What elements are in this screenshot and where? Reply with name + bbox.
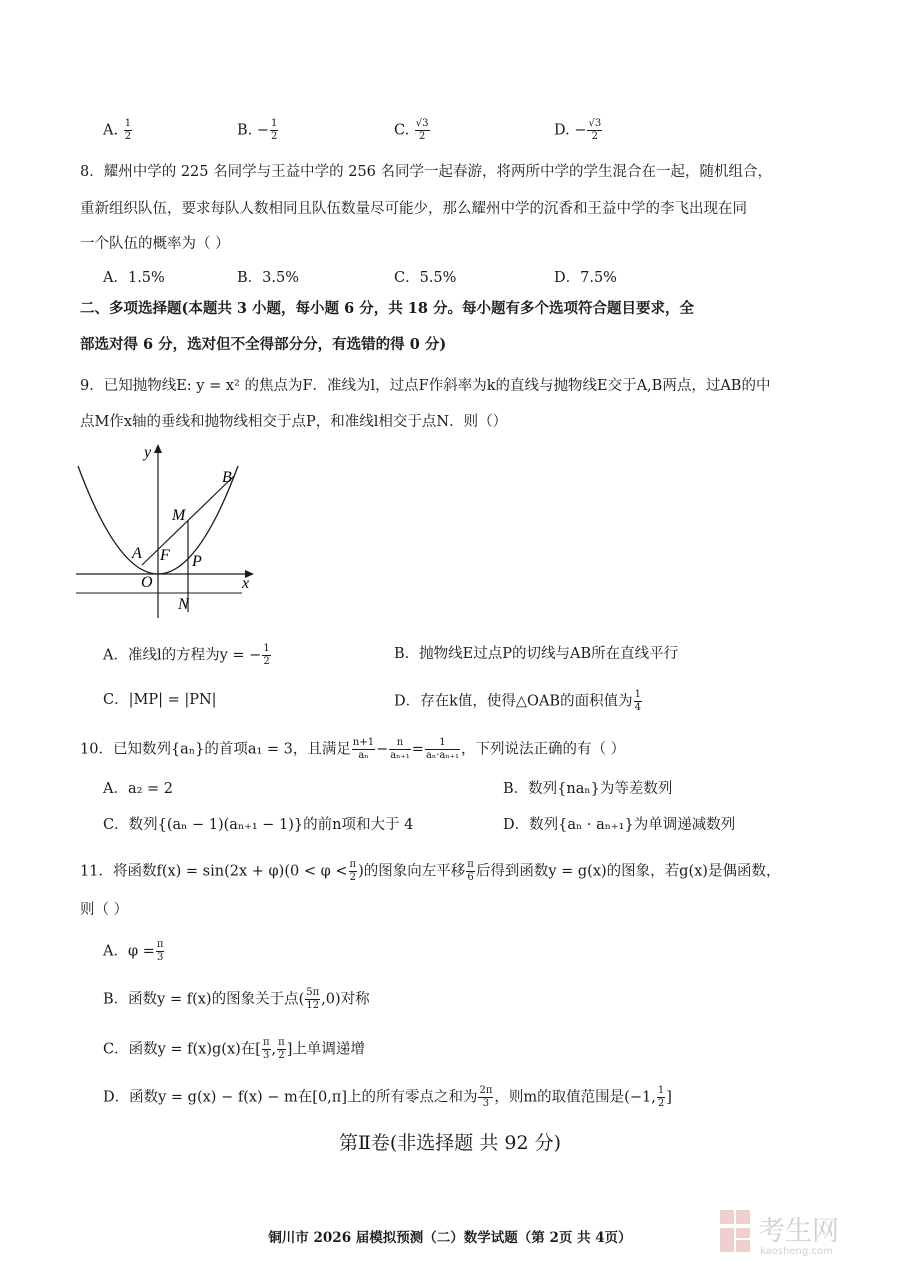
q8-line-3: 一个队伍的概率为（ ）	[80, 236, 230, 252]
q9-option-c: C．|MP| = |PN|	[103, 692, 217, 708]
fraction: $\frac{√3}{2}$	[415, 118, 429, 142]
q10-option-b: B．数列{naₙ}为等差数列	[503, 781, 673, 797]
minus-sign: −	[574, 122, 587, 139]
fraction: $\frac{n}{\text{aₙ₊₁}}$	[390, 737, 410, 761]
parabola-diagram	[74, 440, 254, 620]
q11-line-2: 则（ ）	[80, 902, 129, 918]
fraction: $\frac{√3}{2}$	[588, 118, 602, 142]
section-2-heading-line-2: 部选对得 6 分，选对但不全得部分分，有选错的得 0 分)	[80, 336, 447, 353]
q11-option-a: A．φ = $\frac{\pi}{3}$	[103, 939, 164, 963]
q9-option-d: D．存在k值，使得△OAB的面积值为 $\frac{1}{4}$	[394, 689, 641, 713]
fraction: $\frac{1}{2}$	[271, 118, 278, 142]
label-b: B	[222, 469, 232, 486]
option-letter: A.	[103, 122, 119, 139]
q8-line-1: 8．耀州中学的 225 名同学与王益中学的 256 名同学一起春游，将两所中学的学生混合在一起，随机组合，	[80, 164, 773, 180]
fraction: $\frac{1}{2}$	[263, 643, 270, 667]
y-axis-arrow	[154, 444, 162, 453]
q11-option-c: C．函数y = f(x)g(x)在[ $\frac{\pi}{3}$ , $\frac{\pi}{2}$ ]上单调递增	[103, 1037, 365, 1061]
label-f: F	[160, 547, 170, 564]
q10-option-a: A．a₂ = 2	[103, 781, 174, 797]
minus-sign: −	[256, 122, 270, 139]
label-n: N	[178, 596, 189, 613]
fraction: $\frac{n+1}{\text{aₙ}}$	[352, 737, 375, 761]
section-2-heading-line-1: 二、多项选择题(本题共 3 小题，每小题 6 分，共 18 分。每小题有多个选项符合题目要求，全	[80, 300, 695, 317]
q8-option-d: D．7.5%	[554, 270, 617, 286]
option-letter: B.	[237, 122, 253, 139]
q9-line-1: 9．已知抛物线E: y = x² 的焦点为F．准线为l，过点F作斜率为k的直线与抛物线E交于A,B两点，过AB的中	[80, 378, 771, 394]
q9-option-b: B．抛物线E过点P的切线与AB所在直线平行	[394, 646, 679, 662]
q11-option-d: D．函数y = g(x) − f(x) − m在[0,π]上的所有零点之和为 $\frac{2\pi}{3}$ ，则m的取值范围是(−1, $\frac{1}{2}$ ]	[103, 1085, 672, 1109]
page-footer: 铜川市 2026 届模拟预测（二）数学试题（第 2页 共 4页）	[268, 1230, 632, 1246]
kaosheng-logo-icon	[718, 1206, 888, 1258]
fraction: $\frac{1}{2}$	[124, 118, 132, 142]
fraction: $\frac{\pi}{2}$	[278, 1037, 285, 1061]
q9-line-2: 点M作x轴的垂线和抛物线相交于点P，和准线l相交于点N．则（）	[80, 414, 508, 430]
option-letter: C.	[394, 122, 410, 139]
q7-option-b	[237, 119, 279, 142]
q10-option-d: D．数列{aₙ · aₙ₊₁}为单调递减数列	[503, 817, 736, 833]
fraction: $\frac{\pi}{6}$	[467, 859, 474, 883]
label-m: M	[172, 507, 186, 524]
label-y: y	[144, 444, 152, 461]
q10-stem: 10．已知数列{aₙ}的首项a₁ = 3，且满足 $\frac{n+1}{\text{aₙ}}$ − $\frac{n}{\text{aₙ₊₁}}$ = $\frac{1}{\text{aₙ·aₙ₊₁}}$ ，下列说法正确的有（ ）	[80, 737, 626, 761]
q9-option-a: A．准线l的方程为y = − $\frac{1}{2}$	[103, 643, 270, 667]
q7-option-d	[554, 119, 603, 142]
fraction: $\frac{1}{\text{aₙ·aₙ₊₁}}$	[425, 737, 459, 761]
q8-line-2: 重新组织队伍，要求每队人数相同且队伍数量尽可能少，那么耀州中学的沉香和王益中学的李飞出现在同	[80, 201, 747, 217]
option-letter: D.	[554, 122, 570, 139]
fraction: $\frac{\pi}{2}$	[349, 859, 357, 883]
q11-stem: 11．将函数f(x) = sin(2x + φ)(0 < φ < $\frac{\pi}{2}$ )的图象向左平移 $\frac{\pi}{6}$ 后得到函数y = g(x)的图象，若g(x)是偶函数，	[80, 859, 781, 883]
q8-option-c: C．5.5%	[394, 270, 457, 286]
q7-option-a	[103, 119, 133, 142]
label-x: x	[242, 575, 250, 592]
volume-2-title: 第Ⅱ卷(非选择题 共 92 分)	[338, 1132, 562, 1154]
label-p: P	[192, 553, 202, 570]
q11-option-b: B．函数y = f(x)的图象关于点( $\frac{5\pi}{12}$ ,0)对称	[103, 987, 370, 1011]
fraction: $\frac{2\pi}{3}$	[479, 1085, 493, 1109]
label-o: O	[141, 574, 153, 591]
fraction: $\frac{5\pi}{12}$	[306, 987, 320, 1011]
q8-option-a: A．1.5%	[103, 270, 165, 286]
fraction: $\frac{\pi}{3}$	[262, 1037, 270, 1061]
fraction: $\frac{1}{2}$	[657, 1085, 665, 1109]
watermark	[718, 1206, 888, 1258]
label-a: A	[132, 545, 142, 562]
watermark-url: kaosheng.com	[760, 1246, 833, 1257]
fraction: $\frac{\pi}{3}$	[156, 939, 164, 963]
watermark-brand: 考生网	[758, 1216, 839, 1247]
q7-option-c	[394, 119, 431, 142]
fraction: $\frac{1}{4}$	[634, 689, 641, 713]
q8-option-b: B．3.5%	[237, 270, 299, 286]
q10-option-c: C．数列{(aₙ − 1)(aₙ₊₁ − 1)}的前n项和大于 4	[103, 817, 414, 833]
